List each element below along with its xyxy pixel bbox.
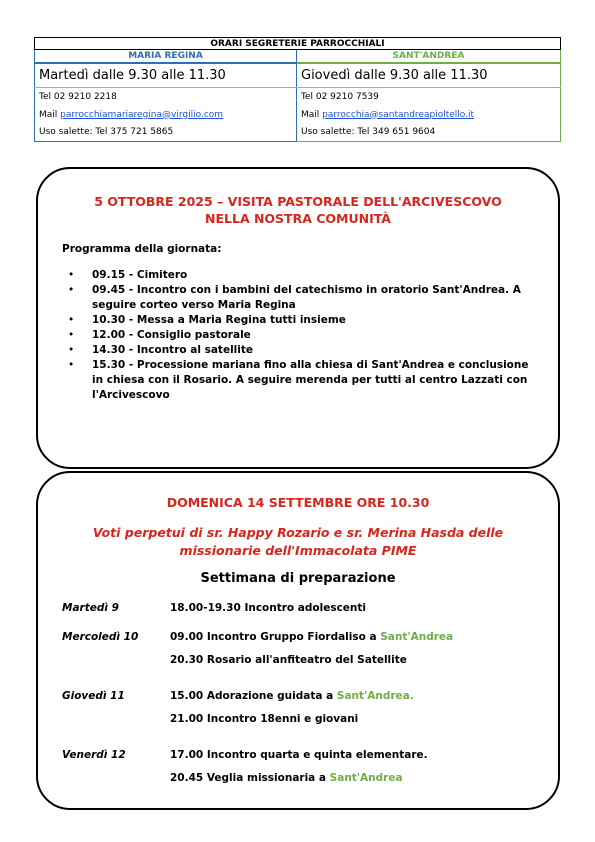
maria-regina-mail (35, 106, 297, 124)
day-label: Giovedì 11 (62, 690, 125, 702)
event (170, 631, 453, 643)
maria-regina-email-link[interactable]: parrocchiamariaregina@virgilio.com (60, 109, 224, 120)
event-text: 17.00 Incontro quarta e quinta elementare. (170, 749, 428, 761)
list-item (92, 358, 532, 403)
program-time: 10.30 (92, 314, 126, 326)
program-list (92, 268, 532, 403)
event-text: 18.00-19.30 Incontro adolescenti (170, 602, 367, 614)
maria-regina-header: MARIA REGINA (35, 50, 297, 63)
event-text: 09.00 Incontro Gruppo Fiordaliso a (170, 631, 381, 643)
day-label: Martedì 9 (62, 602, 119, 614)
vows-box (36, 471, 560, 810)
pastoral-visit-box (36, 167, 560, 469)
day-label: Venerdì 12 (62, 749, 126, 761)
vows-subtitle (38, 524, 558, 560)
program-time: 09.45 (92, 284, 126, 296)
program-time: 15.30 (92, 359, 126, 371)
program-text: - Incontro con i bambini del catechismo in oratorio Sant'Andrea. A seguire corteo verso Maria Regina (92, 284, 521, 311)
mail-label: Mail (301, 109, 323, 120)
list-item (92, 328, 532, 343)
title-line-1: 5 OTTOBRE 2025 – VISITA PASTORALE DELL'ARCIVESCOVO (94, 194, 502, 209)
maria-regina-schedule: Martedì dalle 9.30 alle 11.30 (35, 63, 297, 88)
vows-title: DOMENICA 14 SETTEMBRE ORE 10.30 (166, 495, 430, 510)
santandrea-email-link[interactable]: parrocchia@santandreapioltello.it (322, 109, 475, 120)
title-line-2: NELLA NOSTRA COMUNITÀ (205, 211, 391, 226)
program-text: - Processione mariana fino alla chiesa di Sant'Andrea e conclusione in chiesa con il Rosario. A seguire merenda per tutti al centro Lazzati con l'Arcivescovo (92, 359, 529, 401)
day-label: Mercoledì 10 (62, 631, 139, 643)
list-item (92, 343, 532, 358)
santandrea-mail (297, 106, 561, 124)
list-item (92, 313, 532, 328)
mail-label: Mail (39, 109, 61, 120)
office-hours-title: ORARI SEGRETERIE PARROCCHIALI (35, 38, 561, 50)
event-text: 15.00 Adorazione guidata a (170, 690, 337, 702)
subtitle-line-1: Voti perpetui di sr. Happy Rozario e sr. Merina Hasda delle (92, 525, 504, 540)
list-item (92, 283, 532, 313)
program-label: Programma della giornata: (62, 243, 222, 255)
event-text: 21.00 Incontro 18enni e giovani (170, 713, 359, 725)
event-place: Sant'Andrea. (336, 690, 414, 702)
santandrea-schedule: Giovedì dalle 9.30 alle 11.30 (297, 63, 561, 88)
event-text: 20.45 Veglia missionaria a (170, 772, 330, 784)
maria-regina-tel: Tel 02 9210 2218 (35, 88, 297, 106)
program-time: 14.30 (92, 344, 126, 356)
event-place: Sant'Andrea (329, 772, 403, 784)
santandrea-tel: Tel 02 9210 7539 (297, 88, 561, 106)
event (170, 772, 403, 784)
list-item (92, 268, 532, 283)
event (170, 654, 407, 666)
event (170, 602, 366, 614)
event (170, 749, 428, 761)
office-hours-table (34, 37, 561, 142)
event-place: Sant'Andrea (380, 631, 454, 643)
santandrea-salette: Uso salette: Tel 349 651 9604 (297, 124, 561, 142)
week-title: Settimana di preparazione (200, 571, 396, 586)
program-time: 09.15 (92, 269, 126, 281)
program-text: - Cimitero (125, 269, 188, 281)
program-text: - Incontro al satellite (125, 344, 254, 356)
program-text: - Messa a Maria Regina tutti insieme (125, 314, 346, 326)
santandrea-header: SANT'ANDREA (297, 50, 561, 63)
event-text: 20.30 Rosario all'anfiteatro del Satellite (170, 654, 407, 666)
pastoral-visit-title (38, 193, 558, 227)
program-time: 12.00 (92, 329, 126, 341)
maria-regina-salette: Uso salette: Tel 375 721 5865 (35, 124, 297, 142)
event (170, 713, 358, 725)
program-text: - Consiglio pastorale (125, 329, 251, 341)
subtitle-line-2: missionarie dell'Immacolata PIME (179, 543, 417, 558)
event (170, 690, 414, 702)
